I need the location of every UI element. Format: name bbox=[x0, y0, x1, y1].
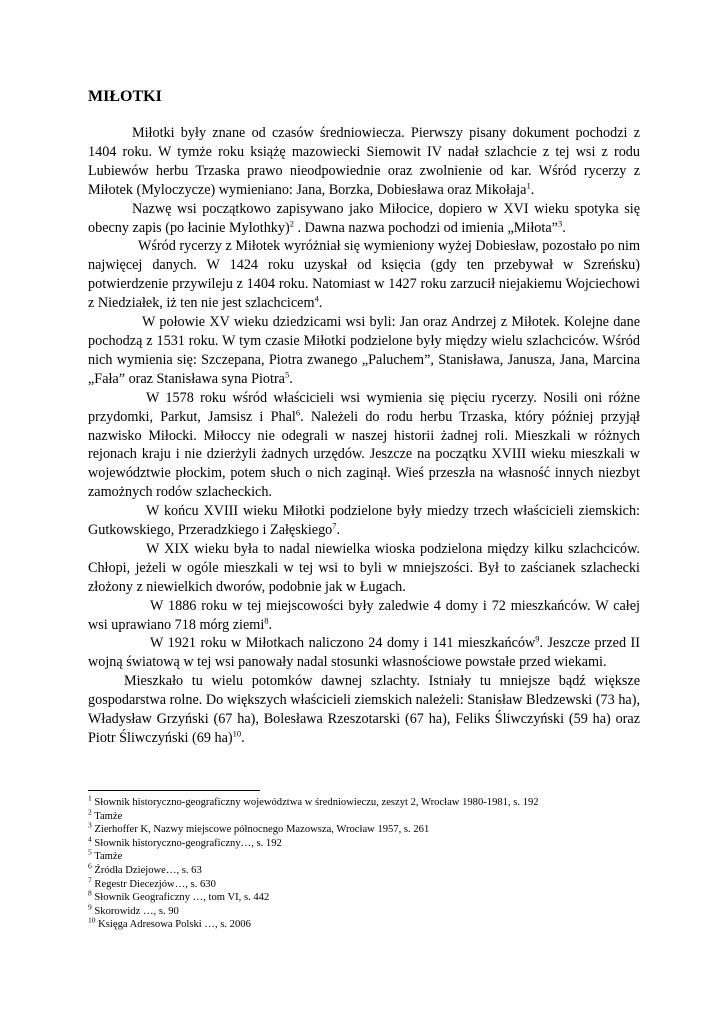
footnote-ref: 9 bbox=[535, 633, 540, 644]
footnote-text: Słownik Geograficzny …, tom VI, s. 442 bbox=[91, 892, 270, 904]
footnote-text: Słownik historyczno-geograficzny…, s. 192 bbox=[91, 837, 282, 849]
paragraph-text: W połowie XV wieku dziedzicami wsi byli: Jan oraz Andrzej z Miłotek. Kolejne dane pochodzą z 1531 roku. W tym czasie Miłotki podzielone były między wielu szlachciców. Wśród nich wymienia się: Szczepana, Piotra zwanego „Paluchem”, Stanisława, Janusza, Jana, Marcina „Fała” oraz Stanisława syna Piotra bbox=[88, 314, 640, 387]
document-body bbox=[88, 124, 640, 748]
paragraph bbox=[88, 502, 640, 540]
footnote-ref: 6 bbox=[295, 406, 301, 417]
paragraph-text: W 1886 roku w tej miejscowości były zaledwie 4 domy i 72 mieszkańców. W całej wsi uprawiano 718 mórg ziemi bbox=[88, 597, 640, 633]
paragraph-text: . bbox=[530, 181, 535, 198]
footnote-number: 2 bbox=[88, 807, 92, 817]
paragraph bbox=[88, 540, 640, 597]
footnote-ref: 8 bbox=[264, 614, 269, 625]
paragraph-text: Miłotki były znane od czasów średniowiecza. Pierwszy pisany dokument pochodzi z 1404 roku. W tymże roku książę mazowiecki Siemowit IV nadał szlachcie z tej wsi z rodu Lubiewów herbu Trzaska prawo nieodpowiednie oraz zwolnienie od kar. Wśród rycerzy z Miłotek (Myloczycze) wymieniano: Jana, Borzka, Dobiesława oraz Mikołaja bbox=[88, 125, 640, 198]
footnote-text: Zierhoffer K, Nazwy miejscowe północnego Mazowsza, Wrocław 1957, s. 261 bbox=[91, 824, 430, 836]
paragraph bbox=[88, 672, 640, 748]
footnote-text: Tamże bbox=[91, 851, 123, 863]
footnote-number: 3 bbox=[88, 820, 92, 830]
footnote-text: Źródła Dziejowe…, s. 63 bbox=[91, 864, 202, 876]
footnote bbox=[88, 847, 648, 864]
paragraph-text: Wśród rycerzy z Miłotek wyróżniał się wymieniony wyżej Dobiesław, pozostało po nim najwięcej danych. W 1424 roku uzyskał od księcia (gdy ten przebywał w Szreńsku) potwierdzenie przywileju z 1404 roku. Natomiast w 1427 roku zarzucił niejakiemu Wojciechowi z Niedziałek, iż ten nie jest szlachcicem bbox=[88, 238, 640, 312]
page-title: MIŁOTKI bbox=[88, 88, 162, 105]
footnote bbox=[88, 807, 648, 824]
paragraph-text: . Dawna nazwa pochodzi od imienia „Miłota” bbox=[293, 219, 558, 236]
footnote bbox=[88, 915, 648, 932]
paragraph-text: . bbox=[562, 219, 566, 236]
footnote-number: 7 bbox=[88, 875, 92, 885]
footnote bbox=[88, 793, 648, 810]
paragraph-text: . bbox=[241, 730, 245, 746]
footnote-ref: 4 bbox=[314, 293, 319, 304]
paragraph bbox=[88, 597, 640, 635]
paragraph bbox=[88, 237, 640, 313]
footnote-text: Księga Adresowa Polski …, s. 2006 bbox=[95, 919, 251, 931]
footnote-separator bbox=[88, 790, 260, 791]
paragraph bbox=[88, 634, 640, 672]
footnote-number: 10 bbox=[88, 915, 96, 925]
footnote bbox=[88, 861, 648, 878]
paragraph bbox=[88, 313, 640, 389]
footnote-text: Regestr Diecezjów…, s. 630 bbox=[91, 878, 216, 890]
footnote-number: 9 bbox=[88, 902, 92, 912]
footnote-ref: 5 bbox=[284, 369, 290, 380]
footnotes bbox=[88, 793, 648, 932]
paragraph-text: W końcu XVIII wieku Miłotki podzielone były miedzy trzech właścicieli ziemskich: Gutkowskiego, Przeradzkiego i Załęskiego bbox=[88, 503, 640, 539]
footnote bbox=[88, 875, 648, 892]
footnote bbox=[88, 820, 648, 837]
footnote bbox=[88, 902, 648, 919]
paragraph-text: . Należeli do rodu herbu Trzaska, który później przyjął nazwisko Miłocki. Miłoccy nie odegrali w naszej historii żadnej roli. Mieszkali w różnych rejonach kraju i nie dzierżyli żadnych urzędów. Jeszcze na początku XVIII wieku mieszkali w województwie płockim, potem słuch o nich zaginął. Wieś przeszła na własność innych niezbyt zamożnych rodów szlacheckich. bbox=[88, 408, 640, 501]
paragraph bbox=[88, 389, 640, 502]
paragraph-text: W 1921 roku w Miłotkach naliczono 24 domy i 141 mieszkańców bbox=[150, 635, 536, 652]
footnote-ref: 3 bbox=[557, 217, 563, 228]
paragraph bbox=[88, 200, 640, 238]
footnote-number: 1 bbox=[88, 793, 92, 803]
paragraph-text: . bbox=[318, 295, 323, 312]
footnote bbox=[88, 834, 648, 851]
paragraph-text: W 1578 roku wśród właścicieli wsi wymienia się pięciu rycerzy. Nosili oni różne przydomki, Parkut, Jamsisz i Phal bbox=[88, 389, 640, 425]
paragraph bbox=[88, 124, 640, 200]
footnote bbox=[88, 888, 648, 905]
footnote-text: Słownik historyczno-geograficzny województwa w średniowieczu, zeszyt 2, Wrocław 1980-1981, s. 192 bbox=[91, 797, 539, 808]
footnote-number: 6 bbox=[88, 861, 92, 871]
paragraph-text: . bbox=[336, 522, 341, 539]
footnote-text: Skorowidz …, s. 90 bbox=[91, 905, 179, 917]
paragraph-text: W XIX wieku była to nadal niewielka wioska podzielona między kilku szlachciców. Chłopi, jeżeli w ogóle mieszkali w tej wsi to byli w mniejszości. Był to zaścianek szlachecki złożony z niewielkich dworów, podobnie jak w Ługach. bbox=[88, 540, 640, 595]
footnote-ref: 7 bbox=[332, 520, 337, 531]
footnote-ref: 1 bbox=[526, 179, 531, 190]
paragraph-text: . bbox=[289, 370, 293, 387]
footnote-number: 5 bbox=[88, 847, 92, 857]
paragraph-text: Nazwę wsi początkowo zapisywano jako Miłocice, dopiero w XVI wieku spotyka się obecny zapis (po łacinie Mylothky) bbox=[88, 200, 640, 236]
footnote-ref: 10 bbox=[232, 728, 242, 739]
footnote-number: 4 bbox=[88, 834, 92, 844]
footnote-number: 8 bbox=[88, 888, 92, 898]
footnote-text: Tamże bbox=[91, 810, 123, 822]
paragraph-text: Mieszkało tu wielu potomków dawnej szlachty. Istniały tu mniejsze bądź większe gospodarstwa rolne. Do większych właścicieli ziemskich należeli: Stanisław Bledzewski (73 ha), Władysław Grzyński (67 ha), Bolesława Rzeszotarski (67 ha), Feliks Śliwczyński (59 ha) oraz Piotr Śliwczyński (69 ha) bbox=[88, 673, 640, 746]
paragraph-text: . bbox=[268, 616, 273, 633]
document-page bbox=[88, 0, 640, 1024]
footnote-ref: 2 bbox=[289, 217, 294, 228]
paragraph-text: . Jeszcze przed II wojną światową w tej wsi panowały nadal stosunki własnościowe powstałe przed wiekami. bbox=[88, 635, 641, 671]
